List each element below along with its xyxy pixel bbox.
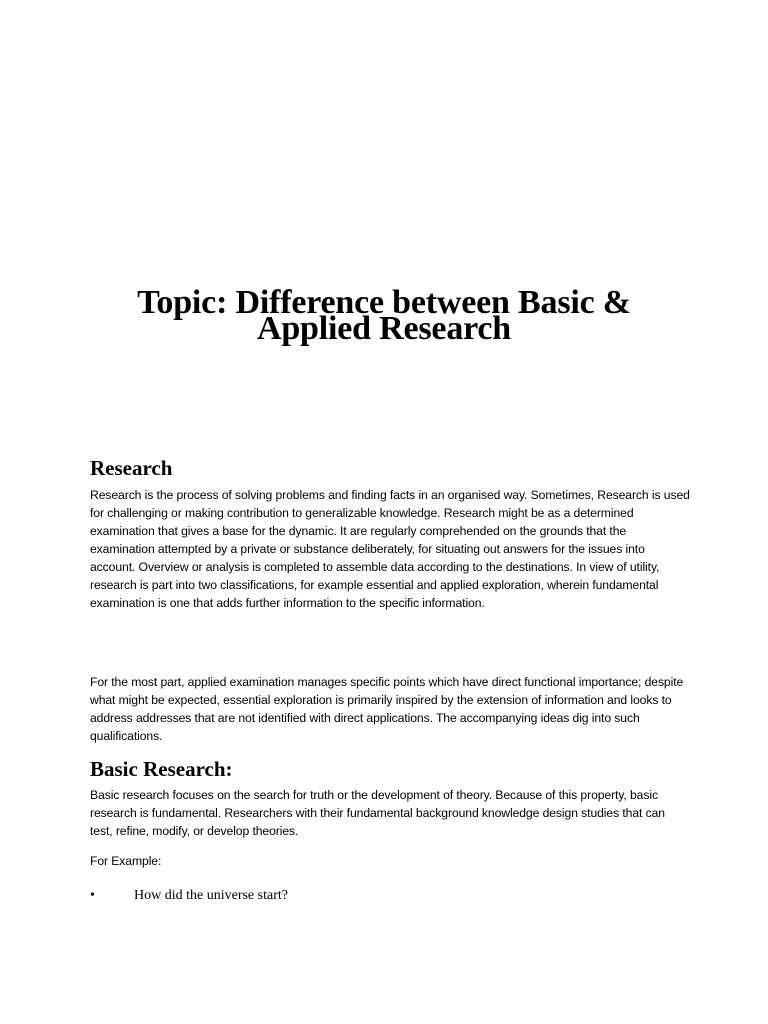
basic-research-paragraph: Basic research focuses on the search for truth or the development of theory. Because of this property, basic research is fundamental. Researchers with their fundamental background knowledge design studies that can test, refine, modify, or develop theories.	[90, 788, 665, 838]
bullet-marker: •	[90, 888, 95, 903]
section-heading-research: Research	[90, 456, 173, 480]
section-heading-basic-research: Basic Research:	[90, 757, 233, 781]
page-title-line-2: Applied Research	[256, 310, 511, 347]
research-paragraph-2: For the most part, applied examination manages specific points which have direct functional importance; despite what might be expected, essential exploration is primarily inspired by the extension of information and looks to address addresses that are not identified with direct applications. The accompanying ideas dig into such qualifications.	[90, 675, 684, 743]
research-paragraph-1: Research is the process of solving problems and finding facts in an organised way. Sometimes, Research is used for challenging or making contribution to generalizable knowledge. Research might be as a determined examination that gives a base for the dynamic. It are regularly comprehended on the grounds that the examination attempted by a private or substance deliberately, for situating out answers for the issues into account. Overview or analysis is completed to assemble data according to the destinations. In view of utility, research is part into two classifications, for example essential and applied exploration, wherein fundamental examination is one that adds further information to the specific information.	[90, 488, 690, 610]
bullet-text: How did the universe start?	[134, 888, 288, 903]
page-title	[84, 284, 684, 347]
for-example-label: For Example:	[90, 854, 162, 868]
page-title-line-1: Topic: Difference between Basic &	[137, 284, 631, 321]
